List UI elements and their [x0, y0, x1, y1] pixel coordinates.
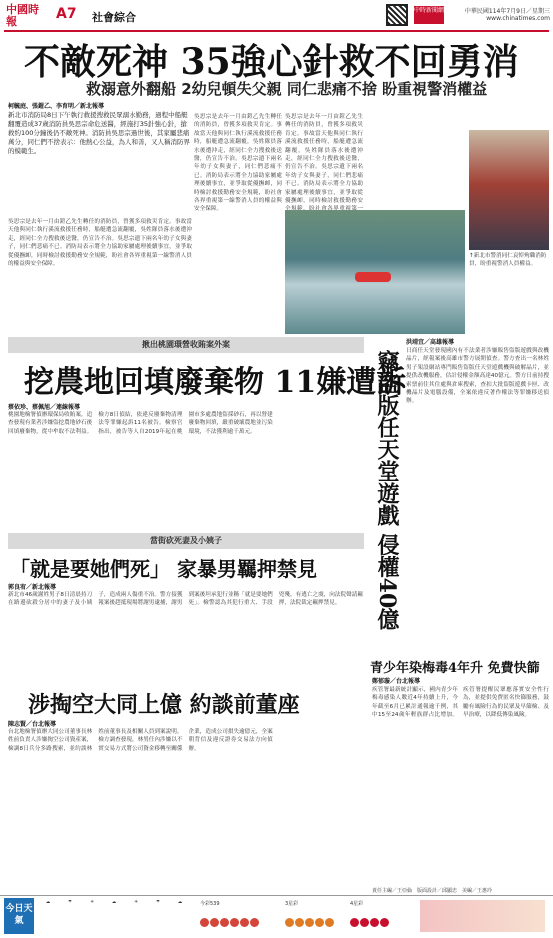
issue-date: 中華民國114年7月9日／星期三	[464, 8, 550, 15]
story3-byline: 洪靖宜／高雄報導	[406, 339, 455, 346]
lotto1-balls	[200, 912, 260, 931]
weather-cloud-icon: ☁	[45, 900, 51, 905]
lotto-ball	[370, 918, 379, 927]
lotto-ball	[380, 918, 389, 927]
story4-body: 新北市46歲謝姓男子8日清晨持刀在路邊砍殺分居中的妻子及小姨子，造成兩人傷重不治。警方接獲報案後趕抵現場將謝男逮捕，謝男到案後坦承犯行並稱「就是要她們死」。檢警認為其犯行重大、手段兇殘，有逃亡之虞，向法院聲請羈押，法院裁定羈押禁見。	[8, 592, 363, 607]
weather-cloud-icon: ☁	[111, 900, 117, 905]
story4-byline: 郭良宥／新北報導	[8, 584, 57, 591]
lotto-ball	[230, 918, 239, 927]
lotto-ball	[210, 918, 219, 927]
lotto-ball	[350, 918, 359, 927]
weather-rain-icon: ☂	[67, 900, 73, 905]
story6-byline: 陳志賢／台北報導	[8, 721, 57, 728]
lotto-ball	[200, 918, 209, 927]
story2-body: 桃園地檢署偵辦環保局收賄案，追查發現有業者涉嫌盜挖農地砂石後回填廢棄物，從中牟取不法利益。檢方8日偵結，依違反廢棄物清理法等罪嫌起訴11名被告。檢察官指出，被告等人自2019年起在桃園市多處農地盜採砂石，再以營建廢棄物回填，嚴重破壞農地並污染環境，不法獲利逾千萬元。	[8, 412, 273, 435]
site-badge: 中時新聞網	[414, 6, 444, 24]
story5-headline: 青少年染梅毒4年升 免費快篩	[370, 661, 540, 676]
weather-sun-icon: ☀	[133, 900, 139, 905]
story1-lead: 新北市消防局8日下午執行救援搜救民眾溺水勤務，過程中船艇翻覆造成37歲消防員吳思宗命危送醫，經施打35針強心針，搶救約100分鐘後仍不敵死神。消防員吳思宗過世後，其家屬悲痛萬分，同仁們不捨表示：他熱心公益，為人和善，又人稱消防界的模範生。	[8, 111, 190, 155]
lotto-ball	[285, 918, 294, 927]
lotto-ball	[325, 918, 334, 927]
boat-shape	[355, 272, 391, 282]
lotto2-balls	[285, 912, 335, 931]
story2-headline: 挖農地回填廢棄物 11嫌遭訴	[24, 365, 407, 400]
lotto3-balls	[350, 912, 390, 931]
lotto-ball	[305, 918, 314, 927]
page-number: A7	[56, 6, 77, 22]
weather-rain-icon: ☂	[155, 900, 161, 905]
story4-banner: 當街砍死妻及小姨子	[8, 533, 364, 549]
header-rule	[4, 30, 549, 32]
story1-body: 吳思宗是去年一月由鎧乙先生轉任的消防員，曾獲多項救災肯定。事故當天他與同仁執行溪流救援任務時，船艇遭急流翻覆，吳姓隊員落水後遭沖走，經同仁全力搜救後送醫，仍宣告不治。吳思宗遺下兩名年幼子女與妻子，同仁們悲痛不已。消防局表示將全力協助家屬處理後續事宜，並爭取從優撫卹，同時檢討救援勤務安全規範，盼社會各界重視第一線警消人員的權益與安全保障。	[8, 219, 192, 268]
rescue-photo	[285, 210, 465, 334]
lotto3-label: 4星彩	[350, 901, 364, 907]
lotto-ball	[315, 918, 324, 927]
lotto-ball	[360, 918, 369, 927]
lotto-ball	[295, 918, 304, 927]
weather-cloud-icon: ☁	[177, 900, 183, 905]
lotto1-label: 今彩539	[200, 901, 220, 907]
firefighter-photo	[469, 130, 549, 250]
lotto2-label: 3星彩	[285, 901, 299, 907]
lotto-ball	[250, 918, 259, 927]
story5-body: 疾管署最新統計顯示，國內青少年梅毒感染人數近4年持續上升，今年截至6月已累計通報逾千例，其中15至24歲年輕族群占比增加。疾管署提醒民眾應落實安全性行為，並提供免費匿名快篩服務，鼓勵有風險行為的民眾及早篩檢、及早治療，以降低傳染風險。	[372, 687, 549, 719]
story1-photo-caption: ↑新北市警消同仁哀悼殉職消防員，盼重視警消人員權益。	[469, 253, 547, 267]
weather-forecast	[38, 900, 190, 905]
story1-subhead: 救溺意外翻船 2幼兒頓失父親 同仁悲痛不捨 盼重視警消權益	[86, 80, 488, 98]
weather-sun-icon: ☀	[89, 900, 95, 905]
story2-byline: 蔡依珍、蔡佩旭／連線報導	[8, 404, 81, 411]
newspaper-logo: 中國時報	[6, 3, 39, 28]
story6-headline: 涉掏空大同上億 約談前董座	[28, 692, 300, 718]
story3-body: 日商任天堂發現國內有不法業者涉嫌販售盜版遊戲與改機晶片，經報案後高雄市警方展開偵查。警方查出一名林姓男子架設網站專門販售盜版任天堂遊戲機與破解晶片，並提供改機服務，估計侵權金額高達40億元。警方日前持搜索票前往其住處與倉庫搜索，查扣大批盜版遊戲卡匣、改機晶片及電腦設備，全案依違反著作權法等罪嫌移送偵辦。	[406, 348, 549, 405]
section-title: 社會綜合	[92, 11, 136, 24]
page-credits: 責任主編／王亞倫 版面設計／邱顯忠 美編／王惠玲	[372, 888, 493, 894]
story3-headline: 竊盜版任天堂遊戲 侵權40億	[374, 350, 400, 631]
qr-code-icon	[386, 4, 408, 26]
weather-label: 今日天氣	[4, 898, 34, 934]
story1-body-col3: 吳思宗是去年一月由鎧乙先生轉任的消防員，曾獲多項救災肯定。事故當天他與同仁執行溪流救援任務時，船艇遭急流翻覆，吳姓隊員落水後遭沖走，經同仁全力搜救後送醫，仍宣告不治。吳思宗遺下兩名年幼子女與妻子，同仁們悲痛不已。消防局表示將全力協助家屬處理後續事宜，並爭取從優撫卹，同時檢討救援勤務安	[285, 114, 363, 205]
story6-body: 台北地檢署偵辦大同公司董事長林姓前負責人涉嫌掏空公司資產案，檢調8日兵分多路搜索，並約談林姓前董事長及相關人員到案說明。檢方調查發現，林男任內涉嫌以不實交易方式將公司資金移轉至關係企業，造成公司損失逾億元，全案朝背信及違反證券交易法方向偵辦。	[8, 729, 273, 752]
story1-headline: 不敵死神 35強心針救不回勇消	[24, 41, 519, 83]
website-url: www.chinatimes.com	[486, 15, 550, 22]
lotto-ball	[220, 918, 229, 927]
story1-body-col2: 吳思宗是去年一月由鎧乙先生轉任的消防員，曾獲多項救災肯定。事故當天他與同仁執行溪流救援任務時，船艇遭急流翻覆，吳姓隊員落水後遭沖走，經同仁全力搜救後送醫，仍宣告不治。吳思宗遺下兩名年幼子女與妻子，同仁們悲痛不已。消防局表示將全力協助家屬處理後續事宜，並爭取從優撫卹，同時檢討救援勤務安全規範，盼社會各界重視第一線警消人員的權益與安全保障。	[194, 114, 282, 213]
lotto-ball	[240, 918, 249, 927]
story4-headline: 「就是要她們死」 家暴男羈押禁見	[10, 557, 317, 581]
story5-byline: 鄭郁璇／台北報導	[372, 678, 421, 685]
story1-byline: 柯毓庭、張鎧乙、李育明／新北報導	[8, 103, 105, 110]
story2-banner: 揪出桃園環營收賄案外案	[8, 337, 364, 353]
footer-lotto-panel	[420, 900, 545, 932]
